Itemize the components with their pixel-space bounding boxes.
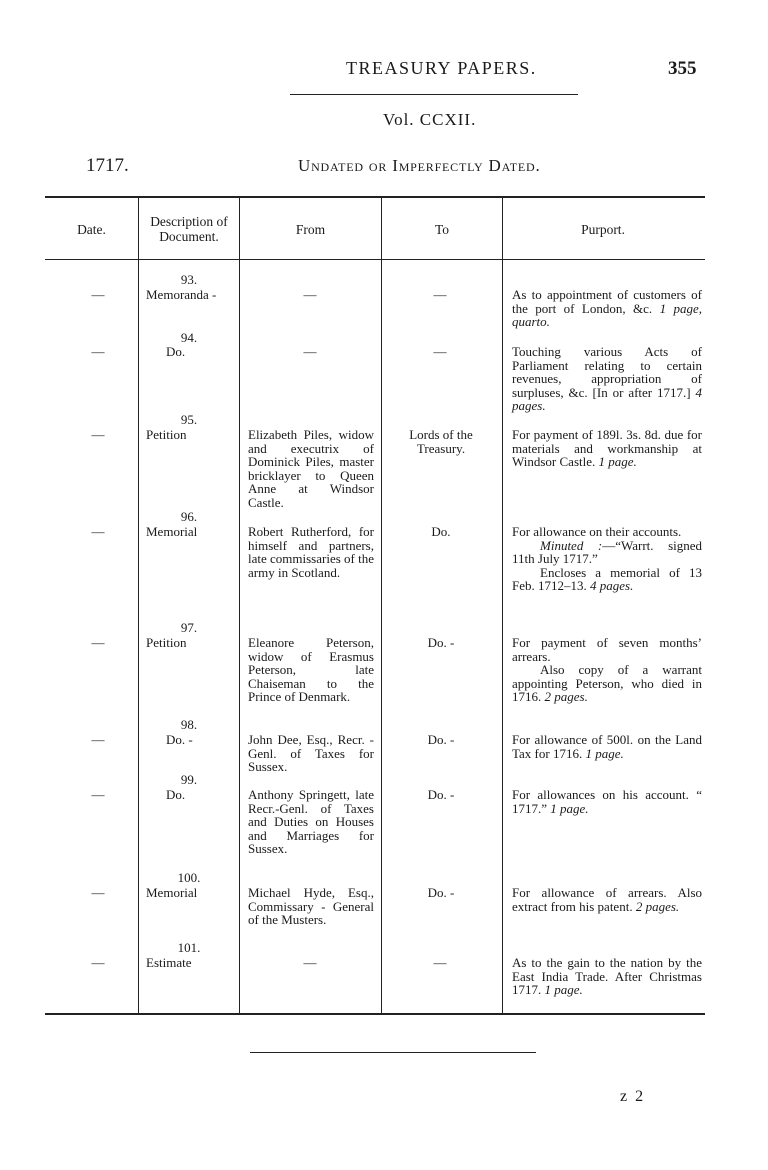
page-number: 355	[668, 58, 697, 79]
date-cell: —	[91, 955, 105, 970]
entry-number: 96.	[180, 509, 198, 524]
signature-mark: z 2	[620, 1088, 646, 1105]
date-cell: —	[91, 635, 105, 650]
entry-number: 94.	[180, 330, 198, 345]
date-cell: —	[91, 524, 105, 539]
description-cell: Do.	[166, 787, 186, 802]
date-cell: —	[91, 344, 105, 359]
date-cell: —	[91, 787, 105, 802]
to-cell: Do. -	[427, 787, 455, 802]
column-header-date: Date.	[77, 222, 106, 237]
purport-cell	[512, 788, 702, 815]
from-cell: John Dee, Esq., Recr. - Genl. of Taxes for Sussex.	[248, 732, 374, 775]
description-cell: Memorial	[146, 885, 198, 900]
purport-pages: 1 page.	[544, 982, 583, 998]
encloses-text: Encloses a memorial of 13 Feb. 1712–13.	[512, 564, 702, 594]
entry-number: 95.	[180, 412, 198, 427]
from-cell: —	[303, 344, 317, 359]
minuted-label: Minuted :	[540, 537, 603, 553]
header-rule	[290, 94, 578, 95]
to-cell: Lords of the Treasury.	[409, 427, 473, 456]
purport-pages: 2 pages.	[635, 898, 680, 914]
description-cell: Memoranda -	[146, 287, 217, 302]
purport-text: For payment of seven months’ arrears.	[512, 635, 702, 664]
to-cell: Do. -	[427, 885, 455, 900]
column-header-description: Description of Document.	[150, 214, 228, 244]
column-divider	[138, 197, 139, 1014]
table-header-rule	[45, 259, 705, 260]
from-cell: —	[303, 955, 317, 970]
entry-number: 98.	[180, 717, 198, 732]
purport-cell	[512, 886, 702, 913]
column-divider	[381, 197, 382, 1014]
volume-label: Vol. CCXII.	[383, 110, 477, 129]
table-bottom-rule	[45, 1013, 705, 1015]
description-cell: Memorial	[146, 524, 198, 539]
purport-cell	[512, 733, 702, 760]
purport-text: For allowances on his account. “ 1717.”	[512, 787, 702, 816]
purport-pages: 1 page.	[550, 800, 589, 816]
date-cell: —	[91, 885, 105, 900]
purport-pages: 2 pages.	[544, 689, 588, 705]
table-top-rule	[45, 196, 705, 198]
purport-cell	[512, 428, 702, 469]
purport-cell	[512, 525, 702, 593]
to-cell: —	[433, 287, 447, 302]
from-cell: —	[303, 287, 317, 302]
purport-text: As to appointment of customers of the port of London, &c.	[512, 287, 702, 316]
column-header-to: To	[434, 222, 450, 237]
to-cell: Do.	[431, 524, 451, 539]
purport-text: For allowance on their accounts.	[512, 524, 682, 539]
entry-number: 99.	[180, 772, 198, 787]
date-cell: —	[91, 287, 105, 302]
purport-pages: 1 page, quarto.	[512, 300, 702, 330]
entry-number: 101.	[177, 940, 201, 955]
column-header-purport: Purport.	[581, 222, 625, 237]
description-cell: Petition	[146, 635, 187, 650]
purport-text: For allowance of 500l. on the Land Tax for 1716.	[512, 732, 702, 761]
to-cell: —	[433, 344, 447, 359]
to-cell: —	[433, 955, 447, 970]
footer-rule	[250, 1052, 536, 1053]
purport-cell	[512, 636, 702, 704]
to-cell: Do. -	[427, 732, 455, 747]
from-cell: Eleanore Peterson, widow of Erasmus Peterson, late Chaiseman to the Prince of Denmark.	[248, 635, 374, 705]
purport-text: As to the gain to the nation by the East India Trade. After Christmas 1717.	[512, 955, 702, 998]
running-title: TREASURY PAPERS.	[346, 58, 537, 78]
entry-number: 97.	[180, 620, 198, 635]
description-cell: Estimate	[146, 955, 192, 970]
description-cell: Do. -	[166, 732, 193, 747]
purport-cell	[512, 956, 702, 997]
purport-pages: 4 pages.	[590, 578, 634, 594]
column-header-from: From	[295, 222, 326, 237]
description-cell: Petition	[146, 427, 187, 442]
purport-cell	[512, 288, 702, 329]
from-cell: Elizabeth Piles, widow and executrix of Dominick Piles, master bricklayer to Queen Anne at Windsor Castle.	[248, 427, 374, 510]
from-cell: Michael Hyde, Esq., Commissary - General of the Musters.	[248, 885, 374, 928]
entry-number: 93.	[180, 272, 198, 287]
from-cell: Robert Rutherford, for himself and partners, late commissaries of the army in Scotland.	[248, 524, 374, 580]
purport-pages: 1 page.	[598, 454, 637, 470]
entry-number: 100.	[177, 870, 201, 885]
date-cell: —	[91, 732, 105, 747]
minuted-text: —“Warrt. signed 11th July 1717.”	[512, 537, 703, 567]
purport-pages: 1 page.	[585, 745, 624, 761]
column-divider	[239, 197, 240, 1014]
purport-text: Touching various Acts of Parliament relating to certain revenues, appropriation of surpluses, &c. [In or after 1717.]	[512, 344, 702, 400]
year-label: 1717.	[86, 155, 129, 176]
section-title: Undated or Imperfectly Dated.	[298, 156, 541, 175]
from-cell: Anthony Springett, late Recr.-Genl. of Taxes and Duties on Houses and Marriages for Sussex.	[248, 787, 374, 857]
date-cell: —	[91, 427, 105, 442]
purport-pages: 4 pages.	[512, 384, 702, 414]
purport-text: For allowance of arrears. Also extract from his patent.	[512, 885, 702, 914]
to-cell: Do. -	[427, 635, 455, 650]
purport-cell	[512, 345, 702, 413]
description-cell: Do.	[166, 344, 186, 359]
also-text: Also copy of a warrant appointing Peterson, who died in 1716.	[512, 662, 702, 705]
purport-text: For payment of 189l. 3s. 8d. due for materials and workmanship at Windsor Castle.	[512, 427, 702, 470]
column-divider	[502, 197, 503, 1014]
